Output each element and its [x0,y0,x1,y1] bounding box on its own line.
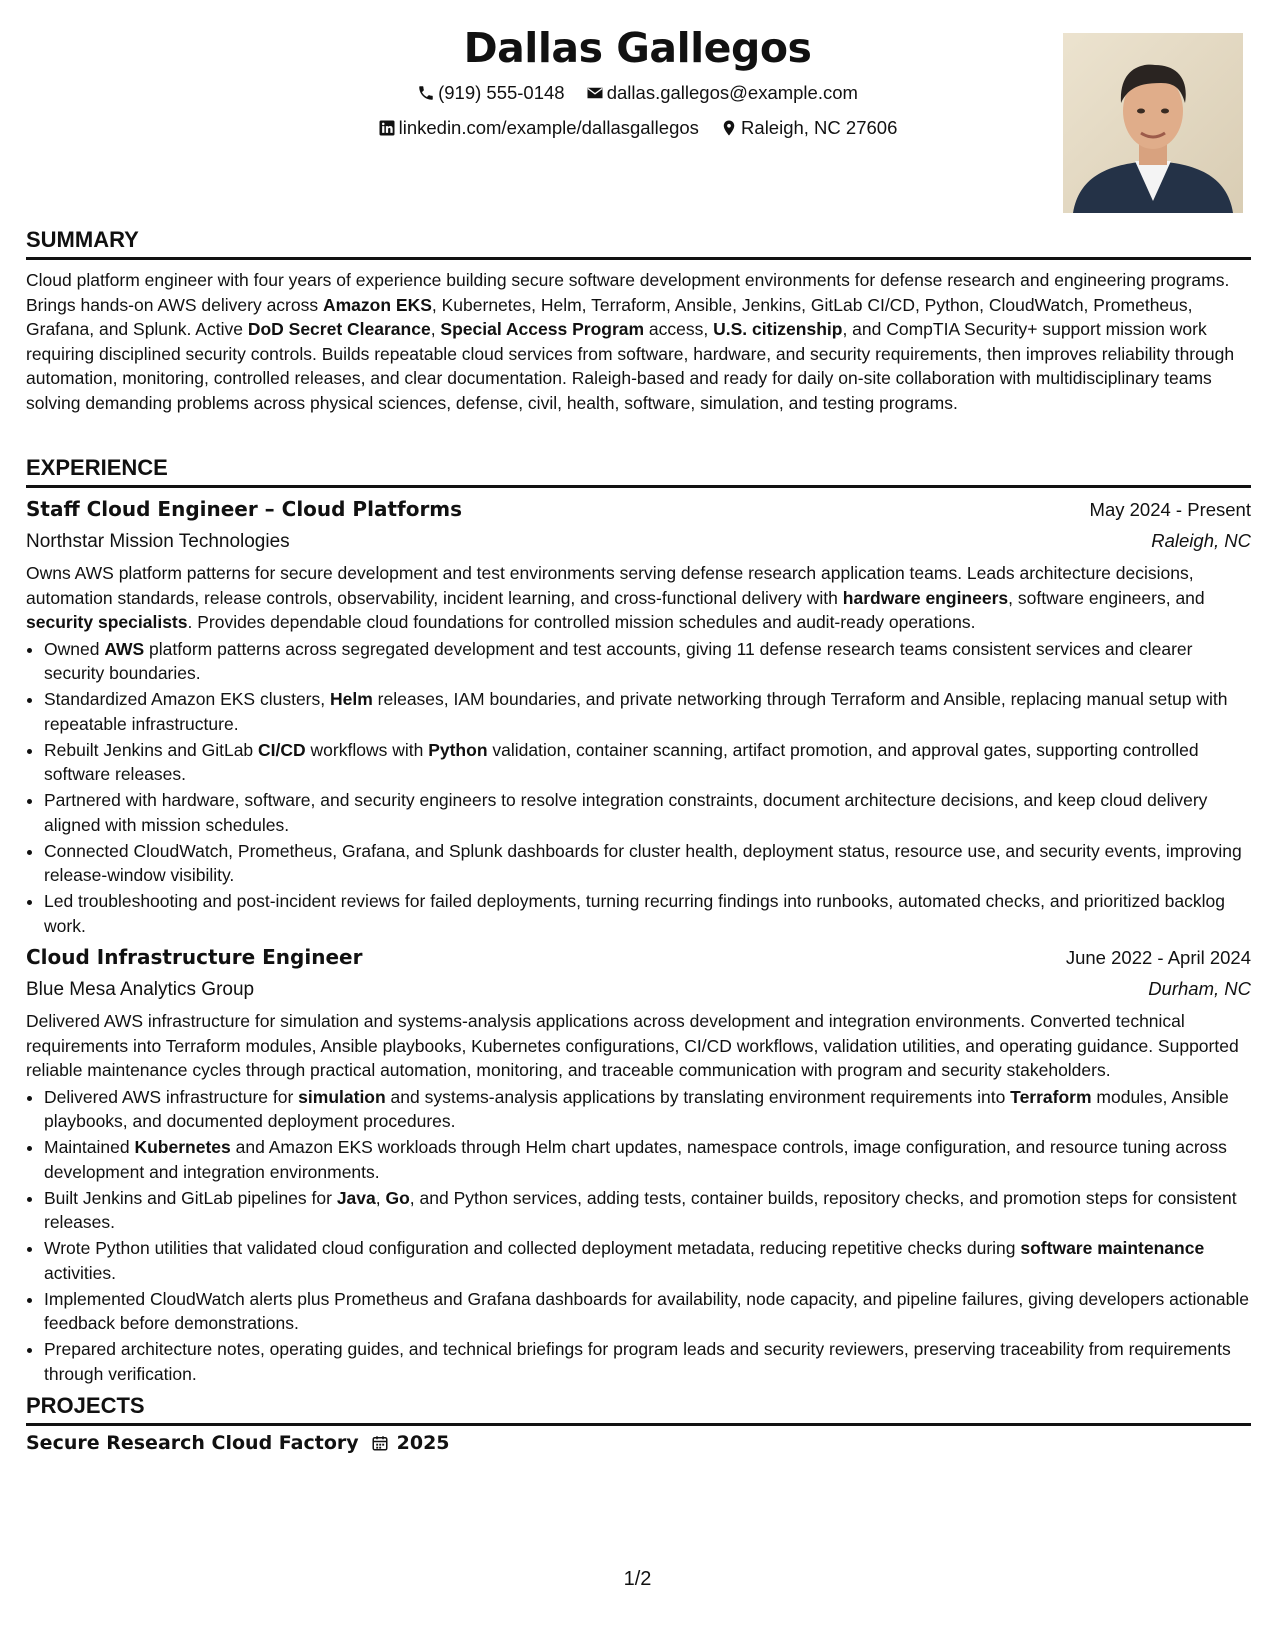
emphasis-text: Go [385,1187,410,1208]
map-pin-icon [720,119,738,137]
emphasis-text: AWS [104,638,145,659]
email-contact[interactable] [586,78,858,108]
project-name: Secure Research Cloud Factory [26,1432,359,1454]
emphasis-text: CI/CD [258,739,306,760]
profile-photo [1063,33,1243,213]
emphasis-text: DoD Secret Clearance [247,319,431,339]
bullet-item [44,637,1251,686]
job-title: Staff Cloud Engineer – Cloud Platforms [26,497,463,521]
text-run: Owns AWS platform patterns for secure development and test environments serving defense research application teams. Leads architecture decisions, automation standards, release controls, observability, incident learning, and cross-functional delivery with [26,563,1194,608]
text-run: workflows with [305,739,429,760]
bullet-item [44,889,1251,938]
experience-heading: EXPERIENCE [26,455,168,480]
phone-icon [417,84,435,102]
bullet-item [44,687,1251,736]
company-name: Blue Mesa Analytics Group [26,979,255,1000]
text-run: modules, Ansible playbooks, and documented deployment procedures. [44,1086,1229,1131]
text-run: and systems-analysis applications by translating environment requirements into [385,1086,1011,1107]
text-run: releases, IAM boundaries, and private networking through Terraform and Ansible, replacing manual setup with repeatable infrastructure. [44,689,1228,734]
projects-heading: PROJECTS [26,1393,145,1418]
text-run: validation, container scanning, artifact promotion, and approval gates, supporting controlled software releases. [44,739,1199,784]
job-bullets [26,1085,1251,1387]
job-title: Cloud Infrastructure Engineer [26,945,363,969]
bullet-item [44,839,1251,888]
emphasis-text: hardware engineers [842,587,1009,608]
text-run: Rebuilt Jenkins and GitLab [44,739,259,760]
company-name: Northstar Mission Technologies [26,531,290,552]
location-text: Raleigh, NC 27606 [741,117,898,138]
experience-divider [26,485,1251,488]
job-location: Raleigh, NC [1151,530,1251,551]
text-run: Implemented CloudWatch alerts plus Prometheus and Grafana dashboards for availability, node capacity, and pipeline failures, giving developers actionable feedback before demonstrations. [44,1288,1249,1333]
text-run: , and CompTIA Security+ support mission work requiring disciplined security controls. Builds repeatable cloud services from software, hardware, and security requirements, then improves reliability through automation, monitoring, controlled releases, and clear documentation. Raleigh-based and ready for daily on-site collaboration with multidisciplinary teams solving demanding problems across physical sciences, defense, civil, health, software, simulation, and testing programs. [26,319,1235,413]
candidate-name: Dallas Gallegos [463,24,812,72]
text-run: , Kubernetes, Helm, Terraform, Ansible, Jenkins, GitLab CI/CD, Python, CloudWatch, Prometheus, Grafana, and Splunk. Active [26,294,1193,339]
linkedin-url[interactable]: linkedin.com/example/dallasgallegos [398,117,699,138]
emphasis-text: Helm [329,689,373,709]
projects-section [26,1392,1251,1454]
project-entry [26,1432,1251,1454]
emphasis-text: Python [428,739,488,760]
emphasis-text: Kubernetes [134,1137,231,1157]
calendar-icon [371,1434,389,1452]
bullet-item [44,1287,1251,1336]
summary-text [26,268,1251,415]
experience-section [26,454,1251,1388]
text-run: , software engineers, and [1008,587,1205,608]
emphasis-text: simulation [298,1086,386,1107]
email-address[interactable]: dallas.gallegos@example.com [606,82,858,103]
emphasis-text: security specialists [26,612,188,632]
text-run: Wrote Python utilities that validated cloud configuration and collected deployment metadata, reducing repetitive checks during [44,1238,1021,1258]
text-run: Prepared architecture notes, operating guides, and technical briefings for program leads and security reviewers, preserving traceability from requirements through verification. [44,1339,1231,1384]
text-run: and Amazon EKS workloads through Helm chart updates, namespace controls, image configuration, and resource tuning across development and integration environments. [44,1137,1227,1182]
emphasis-text: software maintenance [1020,1238,1205,1258]
job-location: Durham, NC [1148,978,1251,999]
text-run: Built Jenkins and GitLab pipelines for [44,1187,337,1208]
bullet-item [44,1236,1251,1285]
text-run: Connected CloudWatch, Prometheus, Grafana, and Splunk dashboards for cluster health, deployment status, resource use, and security events, improving release-window visibility. [44,840,1242,885]
emphasis-text: U.S. citizenship [713,319,843,339]
text-run: , [375,1187,386,1208]
bullet-item [44,1337,1251,1386]
job-entry [26,494,1251,938]
text-run: Standardized Amazon EKS clusters, [44,689,330,709]
text-run: Delivered AWS infrastructure for [44,1086,299,1107]
text-run: Maintained [44,1137,135,1157]
text-run: Cloud platform engineer with four years of experience building secure software development environments for defense research and engineering programs. Brings hands-on AWS delivery across [26,270,1230,315]
text-run: platform patterns across segregated development and test accounts, giving 11 defense research teams consistent services and clearer security boundaries. [44,638,1193,683]
location-contact [720,113,897,143]
envelope-icon [586,84,604,102]
job-dates: May 2024 - Present [1089,499,1251,520]
linkedin-icon [378,119,396,137]
text-run: activities. [44,1262,116,1283]
text-run: access, [644,319,714,339]
text-run: Led troubleshooting and post-incident reviews for failed deployments, turning recurring findings into runbooks, automated checks, and prioritized backlog work. [44,891,1225,936]
bullet-item [44,1085,1251,1134]
summary-section [26,226,1251,415]
job-bullets [26,637,1251,939]
text-run: . Provides dependable cloud foundations for controlled mission schedules and audit-ready operations. [187,612,976,632]
summary-divider [26,257,1251,260]
page-number: 1/2 [623,1568,652,1590]
bullet-item [44,1186,1251,1235]
text-run: , [430,319,441,339]
emphasis-text: Special Access Program [440,319,645,339]
job-summary [26,561,1251,635]
job-summary [26,1009,1251,1083]
job-dates: June 2022 - April 2024 [1065,947,1251,968]
bullet-item [44,1135,1251,1184]
linkedin-contact[interactable] [378,113,699,143]
text-run: , and Python services, adding tests, container builds, repository checks, and promotion steps for consistent releases. [44,1187,1237,1232]
text-run: Owned [44,638,105,659]
job-entry [26,942,1251,1386]
phone-contact [417,78,565,108]
emphasis-text: Java [336,1187,376,1208]
phone-number: (919) 555-0148 [438,82,565,103]
project-year: 2025 [396,1432,450,1454]
emphasis-text: Terraform [1010,1086,1092,1107]
text-run: Delivered AWS infrastructure for simulation and systems-analysis applications across development and integration environments. Converted technical requirements into Terraform modules, Ansible playbooks, Kubernetes configurations, CI/CD workflows, validation utilities, and operating guidance. Supported reliable maintenance cycles through practical automation, monitoring, and traceable communication with program and security stakeholders. [26,1011,1239,1080]
summary-heading: SUMMARY [26,227,139,252]
emphasis-text: Amazon EKS [322,294,432,315]
projects-divider [26,1423,1251,1426]
bullet-item [44,738,1251,787]
bullet-item [44,788,1251,837]
text-run: Partnered with hardware, software, and security engineers to resolve integration constraints, document architecture decisions, and keep cloud delivery aligned with mission schedules. [44,790,1208,835]
